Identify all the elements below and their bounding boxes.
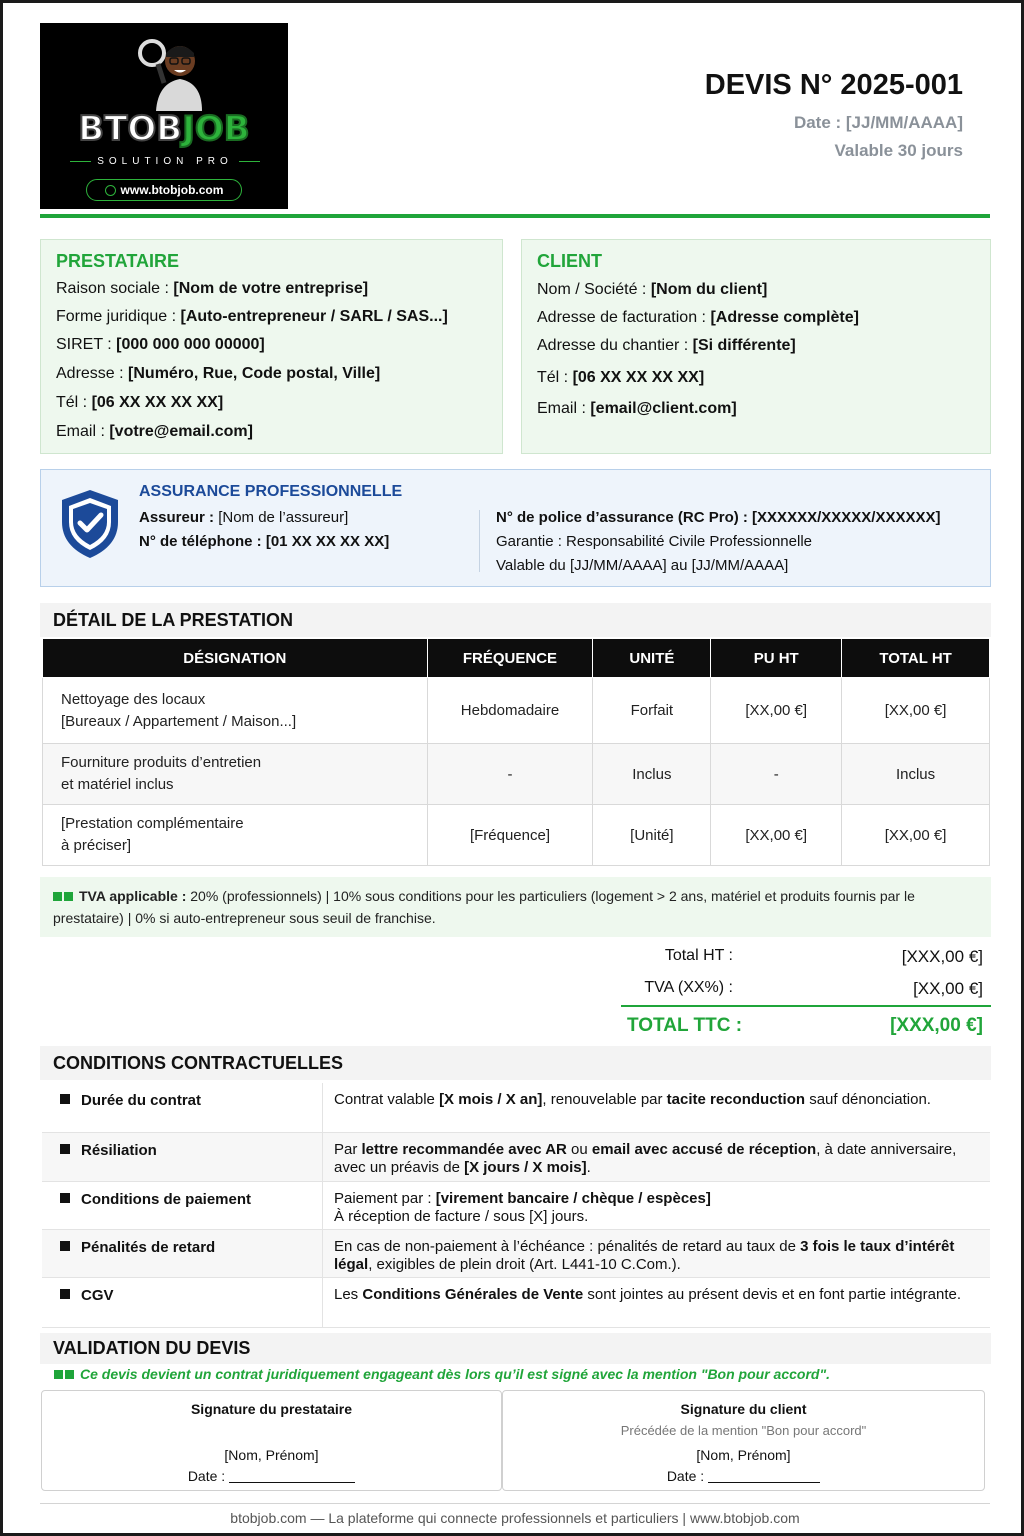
cell-frequence: Hebdomadaire <box>427 678 593 744</box>
quote-date: Date : [JJ/MM/AAAA] <box>793 113 963 132</box>
provider-signature-box[interactable] <box>41 1390 502 1491</box>
cell-frequence: [Fréquence] <box>427 805 593 866</box>
cell-total: [XX,00 €] <box>842 678 990 744</box>
mascot-magnifier-icon <box>138 37 202 111</box>
bullet-icon <box>60 1289 70 1299</box>
shield-check-icon <box>58 488 122 560</box>
cell-total: [XX,00 €] <box>842 805 990 866</box>
table-row <box>43 678 990 744</box>
col-total-ht: TOTAL HT <box>842 639 990 678</box>
client-signature-box[interactable] <box>502 1390 985 1491</box>
condition-text: Paiement par : [virement bancaire / chèque / espèces] À réception de facture / sous [X] jours. <box>334 1190 711 1225</box>
provider-signature-title: Signature du prestataire <box>190 1401 353 1417</box>
condition-label: Résiliation <box>81 1142 157 1159</box>
condition-text: Les Conditions Générales de Vente sont jointes au présent devis et en font partie intégrante. <box>334 1286 962 1303</box>
company-logo <box>40 23 288 209</box>
condition-text: Contrat valable [X mois / X an], renouvelable par tacite reconduction sauf dénonciation. <box>334 1091 931 1108</box>
client-signature-mention: Précédée de la mention "Bon pour accord" <box>620 1423 867 1438</box>
provider-row: Tél : [06 XX XX XX XX] <box>56 394 224 411</box>
insurance-card <box>40 469 991 587</box>
condition-label: Durée du contrat <box>81 1092 202 1109</box>
cell-unite: [Unité] <box>593 805 711 866</box>
provider-date-field[interactable]: Date : <box>42 1468 501 1484</box>
bullet-icon <box>60 1094 70 1104</box>
client-row: Nom / Société : [Nom du client] <box>537 281 768 298</box>
green-marker-icon <box>65 1370 74 1379</box>
vat-note: TVA applicable : 20% (professionnels) | 10% sous conditions pour les particuliers (logement > 2 ans, matériel et produits fournis par le prestataire) | 0% si auto-entrepreneur sous seuil de franchise. <box>40 877 991 937</box>
provider-heading: PRESTATAIRE <box>56 251 180 271</box>
col-designation: DÉSIGNATION <box>43 639 428 678</box>
green-marker-icon <box>54 1370 63 1379</box>
client-heading: CLIENT <box>537 251 602 271</box>
total-ht-value: [XXX,00 €] <box>901 947 983 966</box>
section-heading-prestation: DÉTAIL DE LA PRESTATION <box>40 603 991 637</box>
insurer-name: Assureur : [Nom de l’assureur] <box>139 509 349 526</box>
insurer-phone: N° de téléphone : [01 XX XX XX XX] <box>139 533 390 550</box>
cell-designation: Fourniture produits d’entretien et matériel inclus <box>43 744 428 805</box>
total-ttc-value: [XXX,00 €] <box>890 1015 983 1036</box>
cell-unite: Inclus <box>593 744 711 805</box>
cell-pu: [XX,00 €] <box>711 805 842 866</box>
bullet-icon <box>60 1144 70 1154</box>
tva-value: [XX,00 €] <box>913 979 983 998</box>
provider-card <box>40 239 503 454</box>
totals-divider <box>621 1005 991 1007</box>
col-frequence: FRÉQUENCE <box>427 639 593 678</box>
provider-row: Adresse : [Numéro, Rue, Code postal, Ville] <box>56 365 381 382</box>
client-row: Adresse de facturation : [Adresse complète] <box>537 309 859 326</box>
client-row: Adresse du chantier : [Si différente] <box>537 337 796 354</box>
col-pu-ht: PU HT <box>711 639 842 678</box>
client-card <box>521 239 991 454</box>
condition-label: Pénalités de retard <box>81 1239 216 1256</box>
client-date-field[interactable]: Date : <box>503 1468 984 1484</box>
table-row <box>43 744 990 805</box>
table-header-row <box>43 639 990 678</box>
section-heading-validation: VALIDATION DU DEVIS <box>40 1333 991 1364</box>
client-row: Tél : [06 XX XX XX XX] <box>537 369 705 386</box>
globe-icon <box>105 185 116 196</box>
cell-frequence: - <box>427 744 593 805</box>
quote-validity: Valable 30 jours <box>834 141 963 160</box>
logo-website: www.btobjob.com <box>86 179 242 201</box>
total-ttc-label: TOTAL TTC : <box>627 1015 743 1036</box>
insurance-divider <box>479 510 480 572</box>
total-ht-label: Total HT : <box>664 947 733 964</box>
insurance-validity: Valable du [JJ/MM/AAAA] au [JJ/MM/AAAA] <box>496 557 789 574</box>
cell-designation: [Prestation complémentaire à préciser] <box>43 805 428 866</box>
condition-row <box>42 1083 990 1133</box>
cell-pu: - <box>711 744 842 805</box>
condition-row <box>42 1182 990 1230</box>
section-heading-conditions: CONDITIONS CONTRACTUELLES <box>40 1046 991 1080</box>
client-name-placeholder: [Nom, Prénom] <box>696 1447 791 1463</box>
green-marker-icon <box>53 892 62 901</box>
condition-label: Conditions de paiement <box>81 1191 252 1208</box>
insurance-heading: ASSURANCE PROFESSIONNELLE <box>139 483 403 500</box>
header-divider <box>40 214 990 218</box>
logo-wordmark: BTOBJOB <box>78 109 250 149</box>
page-footer: btobjob.com — La plateforme qui connecte professionnels et particuliers | www.btobjob.com <box>230 1510 800 1526</box>
cell-total: Inclus <box>842 744 990 805</box>
col-unite: UNITÉ <box>593 639 711 678</box>
insurance-guarantee: Garantie : Responsabilité Civile Professionnelle <box>496 533 812 550</box>
green-marker-icon <box>64 892 73 901</box>
client-row: Email : [email@client.com] <box>537 400 737 417</box>
provider-name-placeholder: [Nom, Prénom] <box>224 1447 319 1463</box>
insurance-policy: N° de police d’assurance (RC Pro) : [XXXXXX/XXXXX/XXXXXX] <box>496 509 941 526</box>
condition-row <box>42 1133 990 1182</box>
validation-note: Ce devis devient un contrat juridiquement engageant dès lors qu’il est signé avec la mention "Bon pour accord". <box>54 1366 830 1382</box>
client-signature-title: Signature du client <box>680 1401 807 1417</box>
cell-unite: Forfait <box>593 678 711 744</box>
provider-row: SIRET : [000 000 000 00000] <box>56 336 265 353</box>
provider-row: Raison sociale : [Nom de votre entreprise] <box>56 280 369 297</box>
provider-row: Forme juridique : [Auto-entrepreneur / SARL / SAS...] <box>56 308 448 325</box>
provider-row: Email : [votre@email.com] <box>56 423 253 440</box>
condition-text: En cas de non-paiement à l’échéance : pénalités de retard au taux de 3 fois le taux d’intérêt légal, exigibles de plein droit (Art. L441-10 C.Com.). <box>334 1238 955 1273</box>
condition-row <box>42 1230 990 1278</box>
services-table <box>42 638 990 866</box>
condition-label: CGV <box>81 1287 114 1304</box>
bullet-icon <box>60 1193 70 1203</box>
quote-number: DEVIS N° 2025-001 <box>704 69 963 101</box>
cell-pu: [XX,00 €] <box>711 678 842 744</box>
logo-tagline: SOLUTION PRO <box>70 156 260 167</box>
footer-divider <box>40 1503 990 1504</box>
condition-row <box>42 1278 990 1328</box>
bullet-icon <box>60 1241 70 1251</box>
condition-text: Par lettre recommandée avec AR ou email avec accusé de réception, à date anniversaire, avec un préavis de [X jours / X mois]. <box>334 1141 957 1176</box>
table-row <box>43 805 990 866</box>
cell-designation: Nettoyage des locaux [Bureaux / Appartement / Maison...] <box>43 678 428 744</box>
tva-label: TVA (XX%) : <box>644 979 733 996</box>
